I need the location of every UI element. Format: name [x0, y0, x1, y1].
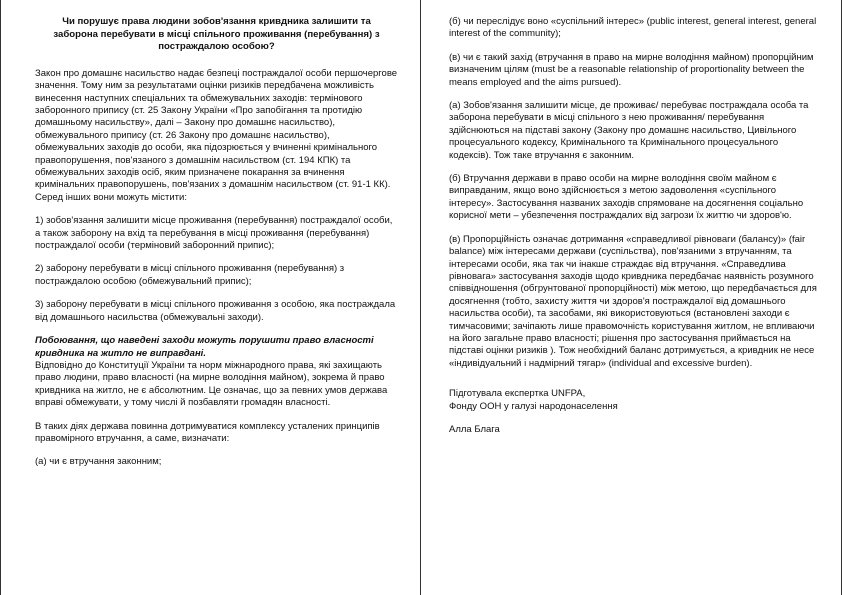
measure-item-1: 1) зобов'язання залишити місце проживання (перебування) постраждалої особи, а також заборону на вхід та перебування в місці проживання (перебування) постраждалої особи (терміновий заборонний припис); [35, 215, 393, 252]
right-page [421, 0, 842, 595]
author-name: Алла Блага [449, 423, 500, 435]
measure-item-3: 3) заборону перебувати в місці спільного проживання з особою, яка постраждала від домашнього насильства (обмежувальні заходи). [35, 299, 396, 323]
document-title: Чи порушує права людини зобов'язання кривдника залишити та заборона перебувати в місці спільного проживання (перебування) з постраждалою особою? [53, 16, 380, 53]
answer-c: (в) Пропорційність означає дотримання «справедливої рівноваги (балансу)» (fair balance) між інтересами держави (суспільства), пов'язаними з втручанням, та інтересами особи, яка так чи інакше страждає від втручання. «Справедлива рівновага» застосування заходів щодо кривдника передбачає наявність розумного співвідношення (обгрунтованої пропорційності) між метою, що передбачається для досягнення (тобто, захисту життя чи здоров'я постраждалої від домашнього насильства особи), та засобами, які використовуються (встановлені заходи є тимчасовими; зачіпають лише правомочність користування житлом, не впливаючи на його загальне право власності; рішення про застосування приймається на підставі оцінки ризиків ). Тож необхідний баланс дотримується, а кривдник не несе «індивідуальний і надмірний тягар» (individual and excessive burden). [449, 233, 817, 369]
signature-line-1: Підготувала експертка UNFPA, [449, 388, 586, 400]
answer-b: (б) Втручання держави в право особи на мирне володіння своїм майном є виправданим, якщо воно здійснюється з метою задоволення «суспільного інтересу». Застосування названих заходів спрямоване на досягнення соціально корисної мети – убезпечення постраждалих від загрози їх життю чи здоров'ю. [449, 173, 804, 222]
measure-item-2: 2) заборону перебувати в місці спільного проживання (перебування) з постраждалою особою (обмежувальний припис); [35, 263, 345, 287]
constitution-paragraph: Відповідно до Конституції України та норм міжнародного права, які захищають право людини, право власності (на мирне володіння майном), зокрема й право кривдника на житло, не є абсолютним. Це означає, що за певних умов держава вправі обмежувати, у тому числі й позбавляти громадян власності. [35, 359, 388, 409]
principles-paragraph: В таких діях держава повинна дотримуватися комплексу усталених принципів правомірного втручання, а саме, визначати: [35, 420, 380, 444]
answer-a: (а) Зобов'язання залишити місце, де проживає/ перебуває постраждала особа та заборона перебувати в місці спільного з нею проживання/ перебування здійснюються на підставі закону (Закону про домашнє насильство, Цивільного процесуального кодексу, Кримінального та Кримінального процесуального кодексів). Тож таке втручання є законним. [449, 100, 809, 161]
signature-line-2: Фонду ООН у галузі народонаселення [449, 400, 618, 412]
principle-b: (б) чи переслідує воно «суспільний інтерес» (public interest, general interest, general interest of the community); [449, 16, 817, 40]
concern-heading: Побоювання, що наведені заходи можуть порушити право власності кривдника на житло не виправдані. [35, 335, 374, 359]
intro-paragraph: Закон про домашнє насильство надає безпеці постраждалої особи першочергове значення. Тому ним за результатами оцінки ризиків передбачена можливість винесення наступних спеціальних та обмежувальних заходів: термінового заборонного припису (ст. 25 Закону України «Про запобігання та протидію домашньому насильству», далі – Закону про домашнє насильство), обмежувального припису (ст. 26 Закону про домашнє насильство), обмежувальних заходів до особи, яка підозрюється у вчиненні кримінального правопорушення, пов'язаного з домашнім насильством (ст. 194 КПК) та обмежувальних заходів осіб, яким призначене покарання за вчинення кримінальних правопорушень, пов'язаних з домашнім насильством (ст. 91-1 КК). Серед інших вони можуть містити: [35, 67, 398, 203]
principle-c: (в) чи є такий захід (втручання в право на мирне володіння майном) пропорційним визначеним цілям (must be a reasonable relationship of proportionality between the means employed and the aims pursued). [449, 51, 814, 88]
principle-a: (а) чи є втручання законним; [35, 456, 162, 468]
